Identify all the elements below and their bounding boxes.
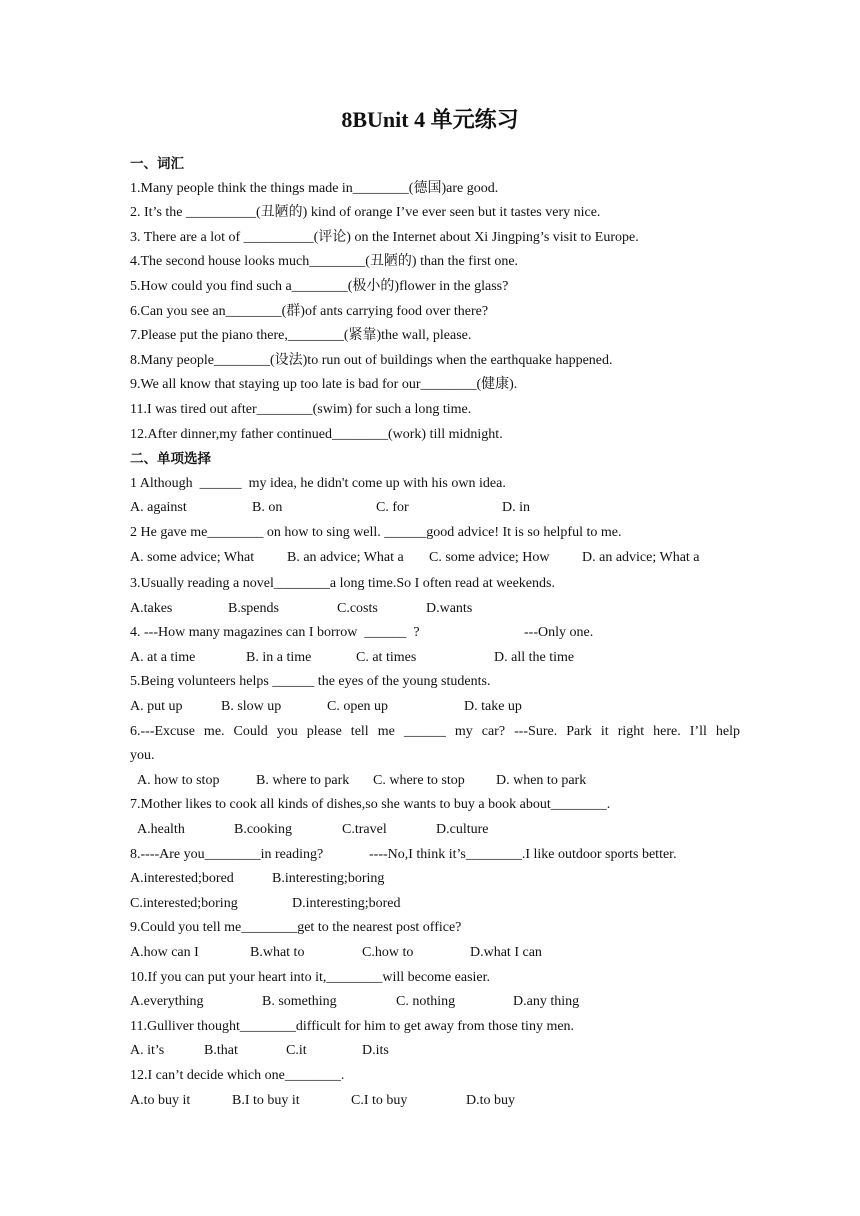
question-9-options — [130, 941, 740, 966]
option-c: C. open up — [327, 699, 389, 715]
option-a: A. against — [130, 500, 187, 516]
option-a: A.to buy it — [130, 1092, 191, 1108]
vocab-item-6: 6.Can you see an________(群)of ants carrying food over there? — [130, 303, 489, 319]
option-d: D.wants — [426, 600, 473, 616]
question-4-text: 4. ---How many magazines can I borrow ______ ? — [130, 625, 420, 641]
vocab-item-3: 3. There are a lot of __________(评论) on the Internet about Xi Jingping’s visit to Europe. — [130, 229, 639, 245]
vocab-item-7: 7.Please put the piano there,________(紧靠)the wall, please. — [130, 328, 472, 344]
option-a: A.how can I — [130, 945, 199, 960]
question-7-options — [130, 818, 740, 843]
question-12-stem: 12.I can’t decide which one________. — [130, 1067, 345, 1083]
option-d: D.its — [362, 1043, 389, 1059]
option-c: C.costs — [337, 600, 378, 616]
question-6-stem: 6.---Excuse me. Could you please tell me ______ my car? ---Sure. Park it right here. I’ll help — [130, 723, 740, 739]
option-a: A.everything — [130, 994, 204, 1010]
section-heading-multiple-choice: 二、单项选择 — [130, 451, 211, 468]
option-d: D. an advice; What a — [582, 549, 700, 565]
option-b: B. slow up — [221, 699, 282, 715]
question-2-stem: 2 He gave me________ on how to sing well. ______good advice! It is so helpful to me. — [130, 524, 622, 540]
vocab-item-9: 9.We all know that staying up too late is bad for our________(健康). — [130, 377, 518, 393]
option-c: C. at times — [356, 649, 417, 665]
option-d: D.interesting;bored — [292, 895, 401, 911]
question-8-stem — [130, 843, 740, 868]
question-8-text: 8.----Are you________in reading? — [130, 846, 324, 862]
question-7-stem: 7.Mother likes to cook all kinds of dishes,so she wants to buy a book about________. — [130, 797, 611, 813]
question-6-stem-continued: you. — [130, 748, 155, 764]
option-a: A.takes — [130, 600, 173, 616]
page-title: 8BUnit 4 单元练习 — [341, 107, 519, 132]
vocab-item-1: 1.Many people think the things made in________(德国)are good. — [130, 180, 499, 196]
option-b: B.interesting;boring — [272, 871, 385, 887]
question-1-options — [130, 496, 740, 521]
option-d: D. take up — [464, 699, 522, 715]
option-b: B. an advice; What a — [287, 549, 404, 565]
question-8-options-ab — [130, 867, 740, 892]
question-8-options-cd — [130, 892, 740, 917]
question-5-stem: 5.Being volunteers helps ______ the eyes of the young students. — [130, 674, 491, 690]
option-a: A. some advice; What — [130, 549, 255, 565]
option-a: A. it’s — [130, 1043, 165, 1059]
option-d: D.any thing — [513, 994, 580, 1010]
question-6-options — [130, 769, 740, 794]
vocab-item-11: 11.I was tired out after________(swim) for such a long time. — [130, 401, 472, 417]
question-11-stem: 11.Gulliver thought________difficult for him to get away from those tiny men. — [130, 1018, 575, 1034]
option-c: C.travel — [342, 822, 387, 838]
option-c: C. where to stop — [373, 772, 465, 788]
option-b: B.I to buy it — [232, 1092, 300, 1108]
option-a: A. at a time — [130, 649, 196, 665]
option-c: C. some advice; How — [429, 549, 550, 565]
vocab-item-2: 2. It’s the __________(丑陋的) kind of orange I’ve ever seen but it tastes very nice. — [130, 205, 601, 221]
option-c: C.interested;boring — [130, 895, 238, 911]
option-d: D.to buy — [466, 1092, 515, 1108]
question-2-options — [130, 546, 740, 571]
option-c: C.I to buy — [351, 1092, 408, 1108]
question-11-options — [130, 1039, 740, 1064]
option-d: D.culture — [436, 822, 489, 838]
option-b: B. in a time — [246, 649, 312, 665]
question-10-options — [130, 990, 740, 1015]
question-3-options — [130, 597, 740, 622]
option-b: B. where to park — [256, 772, 350, 788]
option-b: B.what to — [250, 945, 305, 960]
option-c: C.how to — [362, 945, 414, 960]
option-d: D. all the time — [494, 649, 575, 665]
exercise-body — [130, 152, 740, 1113]
question-4-stem — [130, 621, 740, 646]
option-a: A.health — [137, 822, 185, 838]
option-d: D. when to park — [496, 772, 587, 788]
option-c: C. nothing — [396, 994, 456, 1010]
question-8-answer: ----No,I think it’s________.I like outdoor sports better. — [369, 846, 677, 862]
question-9-stem: 9.Could you tell me________get to the nearest post office? — [130, 920, 462, 936]
option-b: B. something — [262, 994, 337, 1010]
vocab-item-4: 4.The second house looks much________(丑陋的) than the first one. — [130, 254, 519, 270]
section-heading-vocabulary: 一、词汇 — [130, 156, 184, 172]
option-d: D.what I can — [470, 945, 542, 960]
question-4-options — [130, 646, 740, 671]
option-b: B.cooking — [234, 822, 292, 838]
option-b: B.spends — [228, 600, 279, 616]
question-5-options — [130, 695, 740, 720]
question-3-stem: 3.Usually reading a novel________a long time.So I often read at weekends. — [130, 576, 555, 592]
question-4-answer: ---Only one. — [524, 625, 594, 641]
option-b: B. on — [252, 500, 283, 516]
option-c: C. for — [376, 500, 409, 516]
vocab-item-8: 8.Many people________(设法)to run out of buildings when the earthquake happened. — [130, 352, 613, 368]
option-b: B.that — [204, 1043, 238, 1059]
question-12-options — [130, 1089, 740, 1114]
option-a: A. how to stop — [137, 772, 220, 788]
option-c: C.it — [286, 1043, 307, 1059]
option-d: D. in — [502, 500, 530, 516]
question-10-stem: 10.If you can put your heart into it,________will become easier. — [130, 969, 491, 985]
question-1-stem: 1 Although ______ my idea, he didn't come up with his own idea. — [130, 475, 506, 491]
option-a: A.interested;bored — [130, 871, 234, 887]
vocab-item-12: 12.After dinner,my father continued________(work) till midnight. — [130, 426, 503, 442]
vocab-item-5: 5.How could you find such a________(极小的)flower in the glass? — [130, 278, 509, 294]
option-a: A. put up — [130, 699, 183, 715]
